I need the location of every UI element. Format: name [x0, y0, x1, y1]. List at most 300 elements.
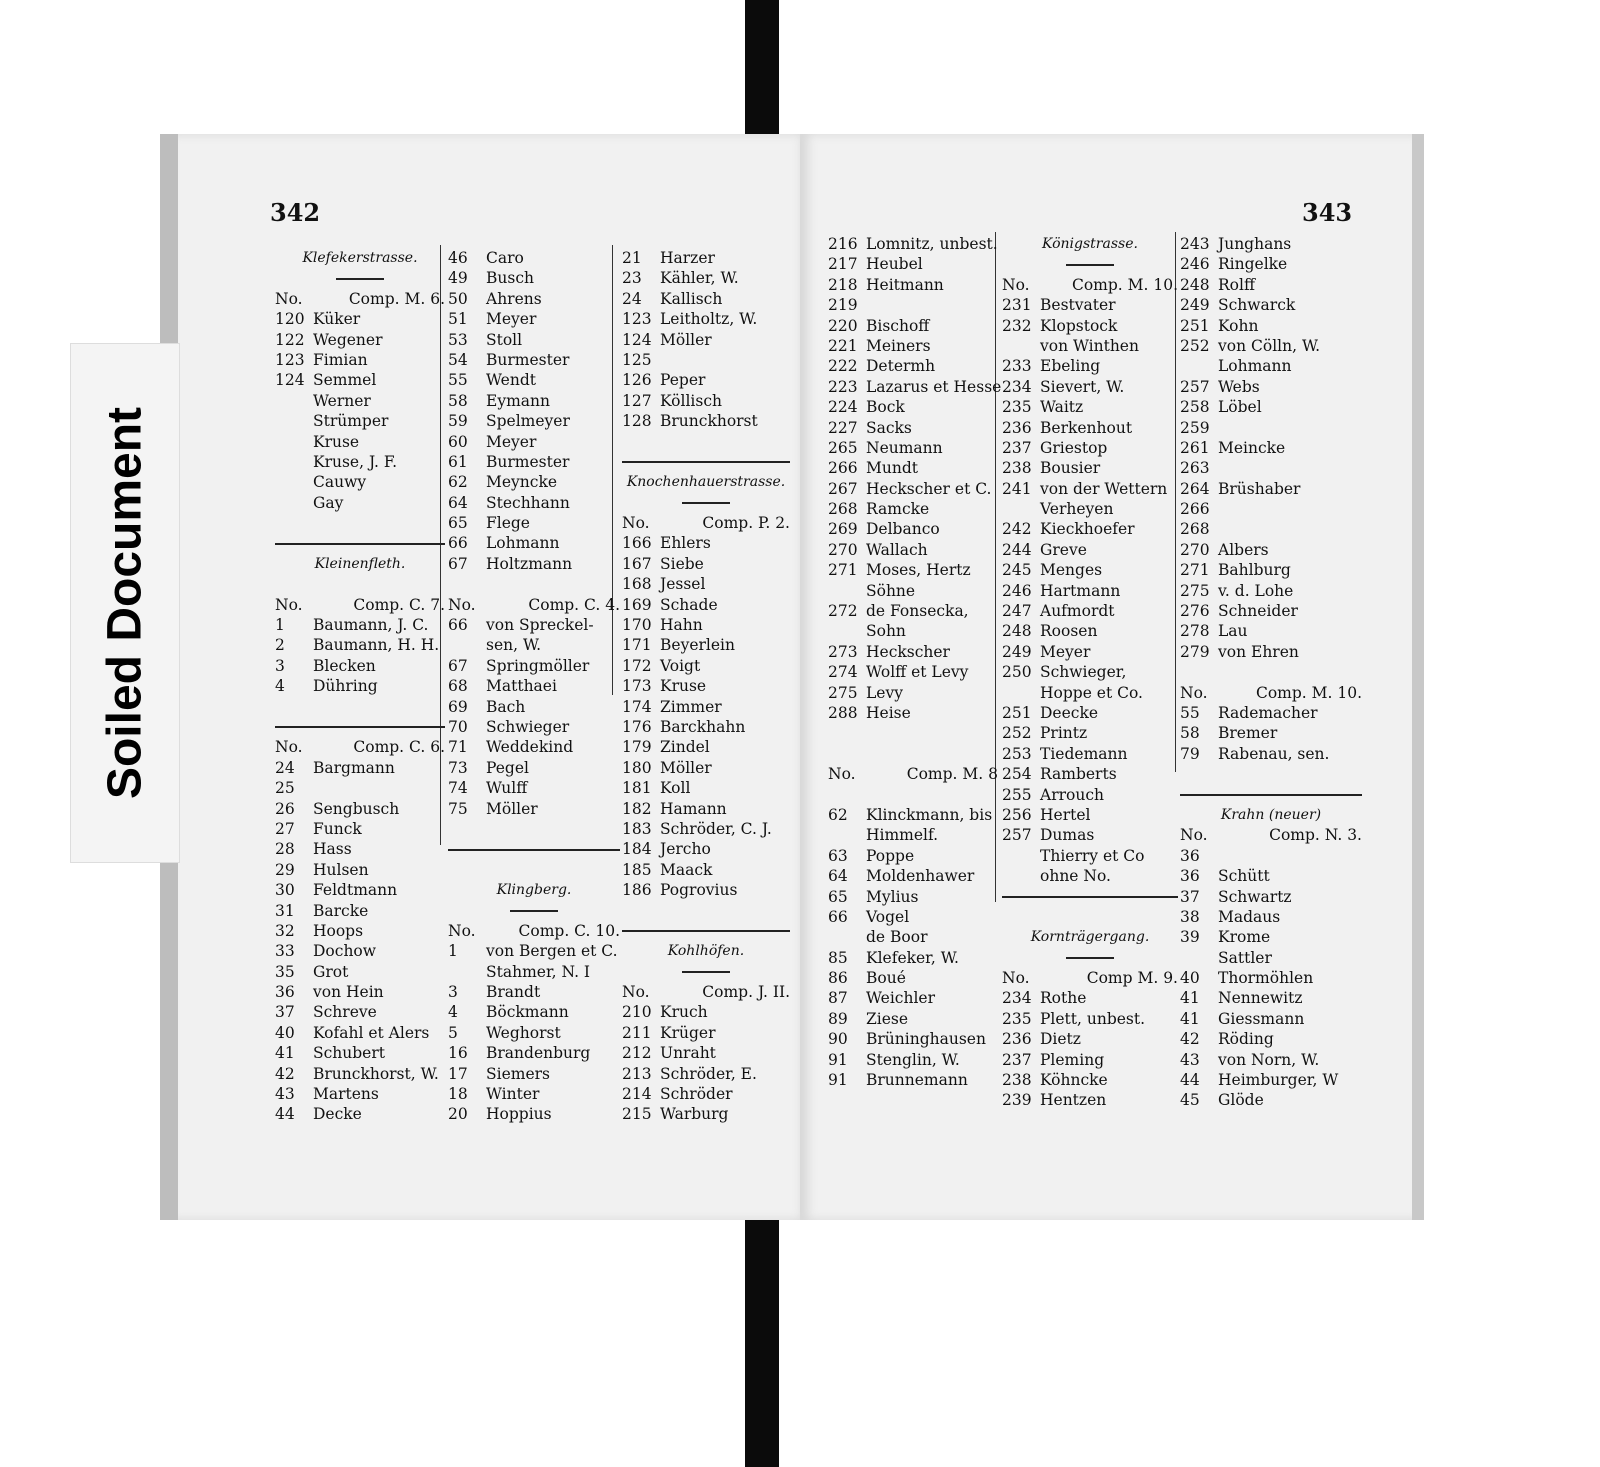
house-number: 251	[1002, 704, 1032, 722]
entry-row	[1002, 540, 1178, 560]
resident-name: Bach	[486, 697, 526, 716]
resident-name: Sievert, W.	[1040, 377, 1125, 396]
house-number: 23	[622, 269, 642, 288]
resident-name: Jercho	[660, 840, 711, 859]
entry-row	[828, 1050, 998, 1070]
house-number: 59	[448, 412, 468, 431]
entry-row	[448, 799, 620, 819]
house-number	[275, 391, 313, 411]
house-number: 255	[1002, 785, 1032, 804]
resident-name: Wolff et Levy	[866, 663, 969, 682]
spacer	[448, 819, 620, 839]
house-number: 66	[448, 534, 468, 553]
entry-row	[622, 880, 790, 900]
house-number	[1002, 683, 1040, 703]
house-number: 37	[275, 1003, 295, 1022]
house-number: 167	[622, 554, 652, 573]
house-number: 210	[622, 1003, 652, 1022]
house-number: 91	[828, 1050, 848, 1069]
entry-row	[622, 391, 790, 411]
entry-row	[828, 621, 998, 641]
entry-row	[1180, 397, 1362, 417]
house-number: 252	[1002, 724, 1032, 743]
house-number: 126	[622, 371, 652, 390]
entry-row	[448, 1023, 620, 1043]
resident-name: Matthaei	[486, 677, 557, 696]
resident-name: Verheyen	[1040, 500, 1114, 519]
resident-name: Heise	[866, 703, 911, 722]
entry-row	[1180, 887, 1362, 907]
house-number: 1	[275, 616, 285, 635]
spacer	[828, 723, 998, 743]
house-number	[1002, 846, 1040, 866]
resident-name: Arrouch	[1040, 785, 1104, 804]
entry-row	[622, 574, 790, 594]
resident-name: Moldenhawer	[866, 867, 975, 886]
entry-row	[275, 391, 445, 411]
house-number: 123	[275, 350, 305, 369]
house-number: 38	[1180, 907, 1200, 926]
entry-row	[622, 819, 790, 839]
resident-name: Siemers	[486, 1064, 550, 1083]
entry-row	[828, 642, 998, 662]
resident-name: Madaus	[1218, 907, 1281, 926]
resident-name: Glöde	[1218, 1091, 1264, 1110]
entry-row	[1002, 418, 1178, 438]
entry-row	[275, 758, 445, 778]
spacer	[828, 785, 998, 805]
entry-row	[448, 635, 620, 655]
resident-name: Moses, Hertz	[866, 561, 971, 580]
house-number: 63	[828, 846, 848, 865]
house-number: 24	[275, 758, 295, 777]
house-number: 35	[275, 962, 295, 981]
entry-row	[622, 411, 790, 431]
resident-name: Stechhann	[486, 493, 570, 512]
resident-name: von Norn, W.	[1218, 1050, 1320, 1069]
resident-name: Zimmer	[660, 697, 722, 716]
house-number: 32	[275, 921, 295, 940]
resident-name: Küker	[313, 310, 361, 329]
street-heading: Kleinenfleth.	[314, 555, 406, 572]
resident-name: Semmel	[313, 371, 377, 390]
house-number: 269	[828, 520, 858, 539]
resident-name: Weddekind	[486, 738, 574, 757]
resident-name: Leitholtz, W.	[660, 310, 758, 329]
page-number-right: 343	[1302, 198, 1353, 227]
resident-name: Hentzen	[1040, 1091, 1107, 1110]
entry-row	[1180, 418, 1362, 438]
resident-name: Meincke	[1218, 438, 1286, 457]
resident-name: Zindel	[660, 738, 710, 757]
street-heading: Klingberg.	[496, 882, 572, 899]
house-number: 238	[1002, 459, 1032, 478]
house-number: 257	[1180, 377, 1210, 396]
entry-row	[448, 962, 620, 982]
house-number: 251	[1180, 316, 1210, 335]
resident-name: Rothe	[1040, 989, 1087, 1008]
entry-row	[828, 581, 998, 601]
entry-row	[275, 370, 445, 390]
heading-dash	[1002, 948, 1178, 968]
entry-row	[448, 289, 620, 309]
resident-name: Schade	[660, 595, 718, 614]
entry-row	[275, 656, 445, 676]
resident-name: Rabenau, sen.	[1218, 744, 1330, 763]
entry-row	[622, 248, 790, 268]
house-number: 85	[828, 948, 848, 967]
resident-name: Tiedemann	[1040, 744, 1128, 763]
company-header	[448, 921, 620, 941]
house-number: 245	[1002, 561, 1032, 580]
house-number: 183	[622, 819, 652, 838]
entry-row	[1180, 560, 1362, 580]
resident-name: Schwartz	[1218, 887, 1292, 906]
house-number	[828, 581, 866, 601]
house-number: 275	[1180, 581, 1210, 600]
resident-name: Kruse	[313, 432, 360, 451]
entry-row	[828, 601, 998, 621]
company-header	[1180, 683, 1362, 703]
house-number: 275	[828, 683, 858, 702]
entry-row	[1002, 479, 1178, 499]
house-number: 46	[448, 249, 468, 267]
entry-row	[275, 350, 445, 370]
house-number: 232	[1002, 316, 1032, 335]
resident-name: Barcke	[313, 901, 369, 920]
house-number: 2	[275, 636, 285, 655]
entry-row	[1180, 866, 1362, 886]
company-header	[1002, 275, 1178, 295]
entry-row	[1180, 846, 1362, 866]
entry-row	[275, 1064, 445, 1084]
resident-name: Dietz	[1040, 1030, 1081, 1049]
entry-row	[622, 615, 790, 635]
entry-row	[828, 234, 998, 254]
entry-row	[622, 1064, 790, 1084]
resident-name: Kruse	[660, 677, 707, 696]
resident-name: Himmelf.	[866, 826, 939, 845]
resident-name: Aufmordt	[1040, 602, 1115, 621]
house-number: 91	[828, 1071, 848, 1090]
company-label: Comp. P. 2.	[702, 514, 790, 533]
entry-row	[448, 472, 620, 492]
resident-name: Heckscher	[866, 642, 950, 661]
entry-row	[1002, 316, 1178, 336]
resident-name: Heimburger, W	[1218, 1071, 1339, 1090]
resident-name: Plett, unbest.	[1040, 1009, 1146, 1028]
resident-name: Blecken	[313, 656, 376, 675]
entry-row	[1002, 438, 1178, 458]
entry-row	[828, 458, 998, 478]
resident-name: Weghorst	[486, 1023, 561, 1042]
no-label: No.	[275, 289, 303, 308]
resident-name: Burmester	[486, 350, 570, 369]
entry-row	[828, 438, 998, 458]
company-header	[275, 289, 445, 309]
house-number: 69	[448, 697, 468, 716]
resident-name: Schröder	[660, 1085, 733, 1104]
house-number: 182	[622, 799, 652, 818]
entry-row	[828, 418, 998, 438]
house-number: 273	[828, 642, 858, 661]
house-number: 221	[828, 336, 858, 355]
house-number: 42	[1180, 1030, 1200, 1049]
house-number: 65	[448, 514, 468, 533]
resident-name: Boué	[866, 969, 906, 988]
entry-row	[622, 309, 790, 329]
house-number: 246	[1002, 581, 1032, 600]
house-number	[828, 621, 866, 641]
house-number: 254	[1002, 765, 1032, 784]
entry-row	[1180, 1009, 1362, 1029]
house-number: 272	[828, 602, 858, 621]
house-number: 75	[448, 799, 468, 818]
house-number: 125	[622, 350, 652, 369]
entry-row	[828, 316, 998, 336]
entry-row	[622, 656, 790, 676]
entry-row	[275, 880, 445, 900]
entry-row	[622, 717, 790, 737]
resident-name: von Bergen et C.	[486, 942, 618, 961]
entry-row	[828, 948, 998, 968]
entry-row	[828, 846, 998, 866]
resident-name: Brüshaber	[1218, 479, 1301, 498]
resident-name: ohne No.	[1040, 867, 1111, 886]
house-number: 4	[448, 1003, 458, 1022]
entry-row	[622, 778, 790, 798]
company-header	[1002, 968, 1178, 988]
house-number: 62	[448, 473, 468, 492]
entry-row	[448, 676, 620, 696]
resident-name: Baumann, H. H.	[313, 636, 440, 655]
house-number: 62	[828, 805, 848, 824]
entry-row	[828, 336, 998, 356]
house-number: 242	[1002, 520, 1032, 539]
house-number: 215	[622, 1105, 652, 1124]
house-number: 249	[1180, 296, 1210, 315]
resident-name: Burmester	[486, 452, 570, 471]
house-number: 185	[622, 860, 652, 879]
entry-row	[828, 1070, 998, 1090]
section-rule	[1180, 785, 1362, 805]
entry-row	[828, 988, 998, 1008]
house-number: 60	[448, 432, 468, 451]
house-number: 124	[622, 330, 652, 349]
heading-dash	[1002, 254, 1178, 274]
resident-name: Lohmann	[1218, 357, 1292, 376]
entry-row	[448, 268, 620, 288]
entry-row	[448, 737, 620, 757]
resident-name: Kähler, W.	[660, 269, 739, 288]
house-number: 224	[828, 398, 858, 417]
resident-name: Levy	[866, 683, 903, 702]
house-number: 27	[275, 819, 295, 838]
resident-name: Kruse, J. F.	[313, 452, 398, 471]
entry-row	[1180, 438, 1362, 458]
resident-name: Stenglin, W.	[866, 1050, 960, 1069]
house-number: 122	[275, 330, 305, 349]
resident-name: Hulsen	[313, 860, 369, 879]
resident-name: Winter	[486, 1085, 540, 1104]
entry-row	[622, 758, 790, 778]
entry-row	[828, 825, 998, 845]
soiled-document-text: Soiled Document	[98, 406, 152, 800]
house-number: 64	[448, 493, 468, 512]
entry-row	[448, 615, 620, 635]
entry-row	[828, 968, 998, 988]
entry-row	[275, 1084, 445, 1104]
entry-row	[622, 737, 790, 757]
house-number: 89	[828, 1009, 848, 1028]
entry-row	[828, 866, 998, 886]
entry-row	[828, 479, 998, 499]
entry-row	[1180, 907, 1362, 927]
no-label: No.	[622, 983, 650, 1002]
house-number: 179	[622, 738, 652, 757]
resident-name: Meyer	[486, 432, 537, 451]
resident-name: Hahn	[660, 616, 703, 635]
entry-row	[828, 683, 998, 703]
resident-name: Schneider	[1218, 602, 1298, 621]
house-number: 25	[275, 779, 295, 798]
entry-row	[275, 452, 445, 472]
house-number	[1180, 948, 1218, 968]
resident-name: Hartmann	[1040, 581, 1121, 600]
entry-row	[1002, 846, 1178, 866]
entry-row	[828, 295, 998, 315]
entry-row	[1002, 1070, 1178, 1090]
resident-name: Spelmeyer	[486, 412, 570, 431]
entry-row	[1180, 275, 1362, 295]
spacer	[275, 697, 445, 717]
house-number: 168	[622, 575, 652, 594]
entry-row	[1180, 356, 1362, 376]
resident-name: Ringelke	[1218, 255, 1288, 274]
house-number: 259	[1180, 418, 1210, 437]
resident-name: Mundt	[866, 459, 918, 478]
resident-name: Kohn	[1218, 316, 1259, 335]
resident-name: Thierry et Co	[1040, 846, 1145, 865]
resident-name: Schütt	[1218, 867, 1270, 886]
resident-name: von Spreckel-	[486, 616, 594, 635]
house-number: 90	[828, 1030, 848, 1049]
resident-name: Möller	[660, 330, 712, 349]
street-heading: Königstrasse.	[1042, 236, 1138, 252]
resident-name: Thormöhlen	[1218, 969, 1314, 988]
house-number: 66	[828, 907, 848, 926]
house-number: 214	[622, 1085, 652, 1104]
street-heading: Kohlhöfen.	[667, 943, 745, 960]
resident-name: sen, W.	[486, 636, 542, 655]
entry-row	[1180, 621, 1362, 641]
house-number: 44	[1180, 1071, 1200, 1090]
resident-name: Waitz	[1040, 398, 1084, 417]
entry-row	[1180, 519, 1362, 539]
directory-column	[448, 248, 620, 1125]
resident-name: Feldtmann	[313, 881, 398, 900]
resident-name: Bestvater	[1040, 296, 1116, 315]
house-number: 237	[1002, 1050, 1032, 1069]
house-number	[1002, 866, 1040, 886]
house-number: 264	[1180, 479, 1210, 498]
house-number: 261	[1180, 438, 1210, 457]
resident-name: Strümper	[313, 412, 389, 431]
entry-row	[275, 1043, 445, 1063]
company-header	[1180, 825, 1362, 845]
house-number: 50	[448, 289, 468, 308]
house-number: 66	[448, 616, 468, 635]
entry-row	[828, 907, 998, 927]
house-number: 249	[1002, 642, 1032, 661]
house-number	[275, 493, 313, 513]
house-number: 170	[622, 616, 652, 635]
house-number: 36	[275, 983, 295, 1002]
resident-name: Webs	[1218, 377, 1260, 396]
entry-row	[828, 887, 998, 907]
resident-name: Pogrovius	[660, 881, 738, 900]
resident-name: Möller	[486, 799, 538, 818]
entry-row	[1002, 519, 1178, 539]
entry-row	[1180, 234, 1362, 254]
company-label: Comp. N. 3.	[1269, 826, 1362, 845]
house-number: 68	[448, 677, 468, 696]
resident-name: Kofahl et Alers	[313, 1023, 430, 1042]
entry-row	[1180, 948, 1362, 968]
resident-name: de Fonsecka,	[866, 602, 969, 621]
resident-name: Köhncke	[1040, 1071, 1108, 1090]
resident-name: Ebeling	[1040, 357, 1101, 376]
section-rule	[622, 452, 790, 472]
entry-row	[1002, 683, 1178, 703]
resident-name: Junghans	[1218, 235, 1292, 253]
entry-row	[1002, 662, 1178, 682]
entry-row	[275, 941, 445, 961]
resident-name: Lau	[1218, 622, 1248, 641]
entry-row	[828, 519, 998, 539]
resident-name: Lohmann	[486, 534, 560, 553]
house-number: 268	[1180, 520, 1210, 539]
entry-row	[275, 493, 445, 513]
street-heading: Klefekerstrasse.	[302, 250, 418, 266]
entry-row	[828, 540, 998, 560]
house-number: 124	[275, 371, 305, 390]
house-number: 58	[1180, 724, 1200, 743]
house-number: 30	[275, 881, 295, 900]
entry-row	[1180, 479, 1362, 499]
entry-row	[1002, 825, 1178, 845]
soiled-document-label	[70, 343, 180, 863]
house-number: 28	[275, 840, 295, 859]
resident-name: Werner	[313, 391, 371, 410]
resident-name: Fimian	[313, 350, 368, 369]
entry-row	[622, 289, 790, 309]
house-number: 86	[828, 969, 848, 988]
house-number: 49	[448, 269, 468, 288]
resident-name: Meyer	[486, 310, 537, 329]
house-number: 40	[1180, 969, 1200, 988]
entry-row	[275, 1002, 445, 1022]
entry-row	[448, 452, 620, 472]
resident-name: Warburg	[660, 1105, 729, 1124]
no-label: No.	[828, 765, 856, 784]
resident-name: Deecke	[1040, 704, 1099, 722]
house-number: 43	[275, 1085, 295, 1104]
no-label: No.	[622, 514, 650, 533]
resident-name: Baumann, J. C.	[313, 616, 429, 635]
entry-row	[1180, 316, 1362, 336]
entry-row	[1180, 1029, 1362, 1049]
